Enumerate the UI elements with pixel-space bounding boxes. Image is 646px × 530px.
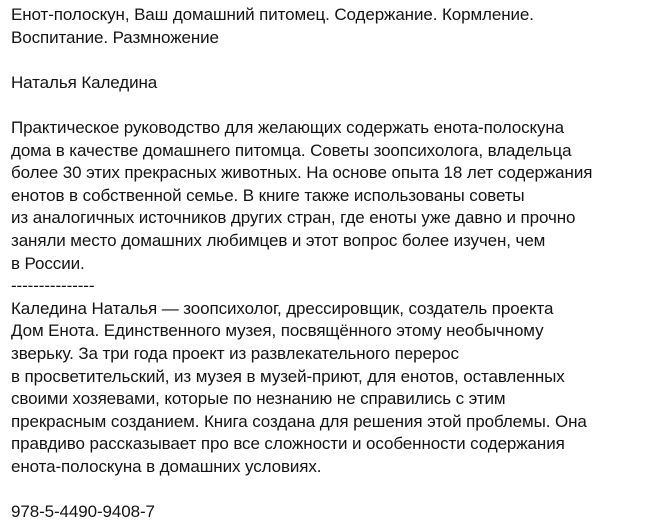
blank-line bbox=[11, 49, 641, 72]
blank-line bbox=[11, 478, 641, 501]
description-line: из аналогичных источников других стран, где еноты уже давно и прочно bbox=[11, 208, 576, 228]
document-text bbox=[11, 4, 641, 524]
bio-line: прекрасным созданием. Книга создана для решения этой проблемы. Она bbox=[11, 411, 587, 431]
description-line: Практическое руководство для желающих содержать енота-полоскуна bbox=[11, 117, 565, 137]
bio-line: зверьку. За три года проект из развлекательного перерос bbox=[11, 343, 459, 363]
title-line: Енот-полоскун, Ваш домашний питомец. Содержание. Кормление. bbox=[11, 5, 534, 24]
title-line: Воспитание. Размножение bbox=[11, 27, 219, 47]
author-name: Наталья Каледина bbox=[11, 72, 158, 92]
description-line: в России. bbox=[11, 253, 85, 273]
bio-line: правдиво рассказывает про все сложности и особенности содержания bbox=[11, 434, 565, 454]
description-line: енотов в собственной семье. В книге также использованы советы bbox=[11, 185, 525, 205]
bio-line: Каледина Наталья — зоопсихолог, дрессировщик, создатель проекта bbox=[11, 298, 554, 318]
bio-line: в просветительский, из музея в музей-приют, для енотов, оставленных bbox=[11, 366, 565, 386]
description-line: более 30 этих прекрасных животных. На основе опыта 18 лет содержания bbox=[11, 163, 593, 183]
bio-line: своими хозяевами, которые по незнанию не справились с этим bbox=[11, 389, 506, 409]
bio-line: Дом Енота. Единственного музея, посвящённого этому необычному bbox=[11, 321, 544, 341]
description-line: заняли место домашних любимцев и этот вопрос более изучен, чем bbox=[11, 230, 546, 250]
separator-line: --------------- bbox=[11, 276, 95, 296]
blank-line bbox=[11, 94, 641, 117]
bio-line: енота-полоскуна в домашних условиях. bbox=[11, 456, 322, 476]
isbn: 978-5-4490-9408-7 bbox=[11, 502, 155, 522]
description-line: дома в качестве домашнего питомца. Советы зоопсихолога, владельца bbox=[11, 140, 572, 160]
